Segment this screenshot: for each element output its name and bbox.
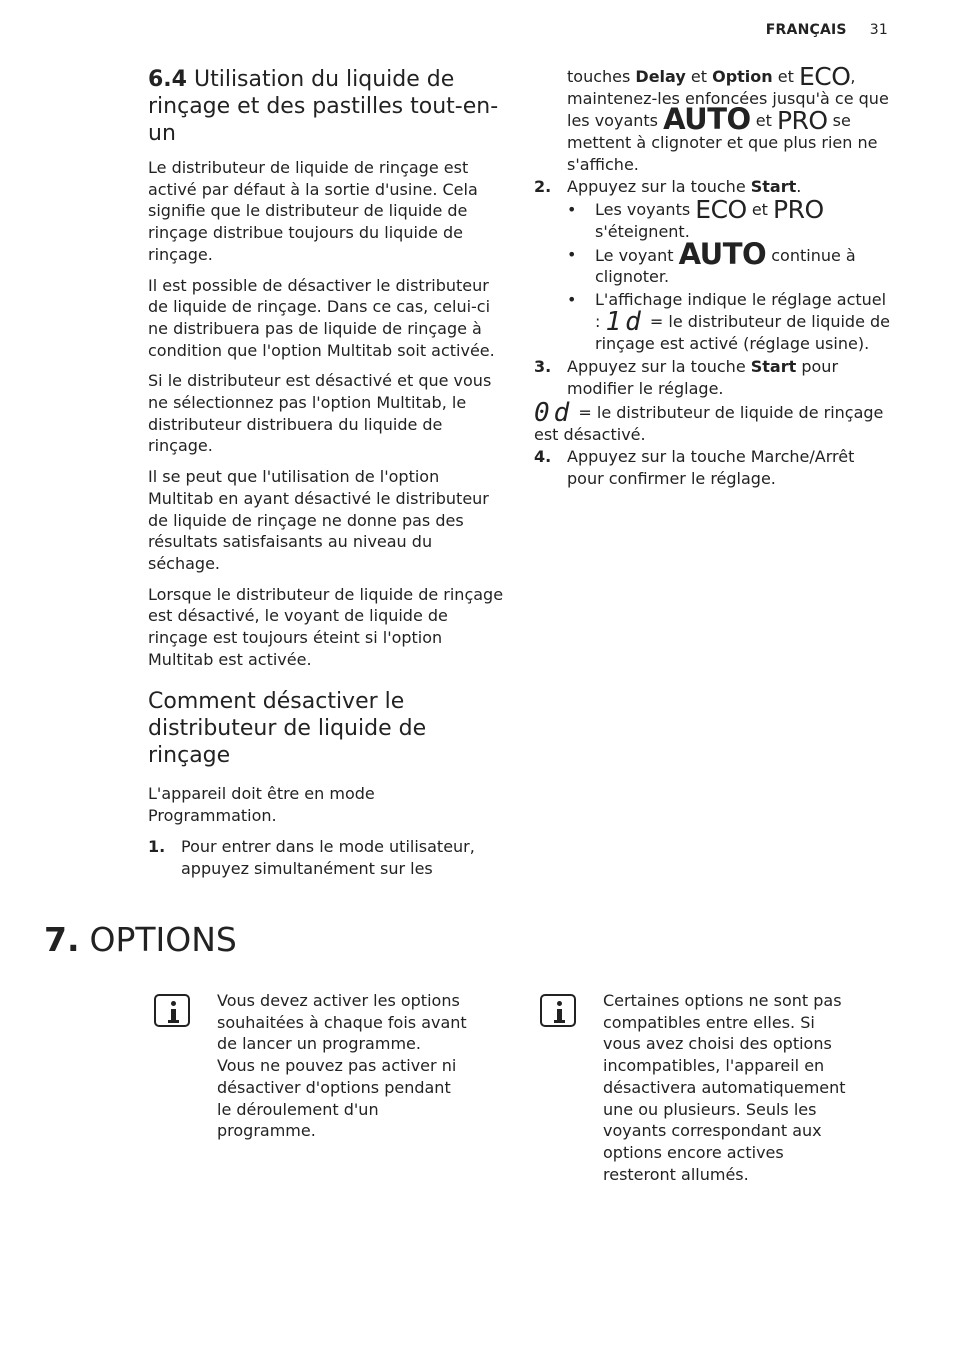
note-text <box>217 990 467 1142</box>
section-number: 6.4 <box>148 67 187 92</box>
step-text: Pour entrer dans le mode utilisateur, appuyez simultanément sur les <box>181 836 475 878</box>
chapter-number: 7. <box>44 920 80 959</box>
paragraph: Si le distributeur est désactivé et que vous ne sélectionnez pas l'option Multitab, le distributeur distribuera du liquide de rinçage. <box>148 371 492 456</box>
info-icon <box>154 994 190 1027</box>
chapter-title: OPTIONS <box>89 920 237 959</box>
header-language: FRANÇAIS <box>765 22 847 38</box>
step-text: pour modifier le réglage. <box>567 357 839 398</box>
note-paragraph: Vous ne pouvez pas activer ni désactiver d'options pendant le déroulement d'un programme. <box>217 1056 457 1141</box>
info-icon <box>540 994 576 1027</box>
step-text: Appuyez sur la touche <box>567 357 746 377</box>
subsection-intro: L'appareil doit être en mode Programmation. <box>148 784 375 826</box>
auto-symbol: AUTO <box>678 236 767 271</box>
step-4 <box>534 446 890 489</box>
bullet-text: continue à clignoter. <box>595 245 856 287</box>
conjunction: et <box>751 200 768 220</box>
bullet-text: Le voyant <box>595 245 674 265</box>
punctuation: , <box>850 67 856 86</box>
chapter-heading <box>44 918 237 962</box>
step-number: 4. <box>534 446 552 466</box>
step-text: Appuyez sur la touche <box>567 176 746 196</box>
punctuation: . <box>796 176 802 196</box>
pro-symbol: PRO <box>773 195 824 225</box>
bullet-item: • Le voyant AUTO continue à clignoter. <box>567 236 856 287</box>
start-key-label: Start <box>750 176 797 196</box>
step-text: Appuyez sur la touche Marche/Arrêt pour confirmer le réglage. <box>567 446 855 488</box>
bullet-text: Les voyants <box>595 200 691 220</box>
bullet-item: • L'affichage indique le réglage actuel : 1d = le distributeur de liquide de rinçage est activé (réglage usine). <box>567 290 891 354</box>
right-column <box>534 62 891 491</box>
note-text <box>603 990 853 1185</box>
note-paragraph: Certaines options ne sont pas compatibles entre elles. Si vous avez choisi des options incompatibles, l'appareil en désactivera automatiquement une ou plusieurs. Seuls les voyants correspondant aux options encore actives resteront allumés. <box>603 991 846 1184</box>
paragraph: Il est possible de désactiver le distributeur de liquide de rinçage. Dans ce cas, celui-ci ne distribuera pas de liquide de rinçage à condition que l'option Multitab soit activée. <box>148 275 495 360</box>
display-1d-symbol: 1d <box>605 306 645 337</box>
conjunction: et <box>777 67 794 86</box>
step-1-continued <box>534 62 890 176</box>
step-1 <box>148 836 504 879</box>
page-header <box>766 22 888 38</box>
option-key-label: Option <box>712 67 773 86</box>
bullet-text: s'éteignent. <box>595 221 690 241</box>
step-number: 3. <box>534 357 552 377</box>
step-text: touches <box>567 67 631 86</box>
start-key-label: Start <box>750 357 797 377</box>
paragraph: Lorsque le distributeur de liquide de rinçage est désactivé, le voyant de liquide de rinçage est toujours éteint si l'option Multitab est activée. <box>148 584 504 669</box>
section-heading <box>148 66 504 147</box>
left-column <box>148 66 504 881</box>
display-0d-symbol: 0d <box>534 397 574 428</box>
step-3 <box>534 356 890 399</box>
delay-key-label: Delay <box>635 67 686 86</box>
step-number: 2. <box>534 176 552 196</box>
step-number: 1. <box>148 836 166 856</box>
step-2 <box>534 176 890 198</box>
page-number: 31 <box>869 22 888 38</box>
paragraph: Il se peut que l'utilisation de l'option Multitab en ayant désactivé le distributeur de liquide de rinçage ne donne pas des résultats satisfaisants au niveau du séchage. <box>148 467 489 573</box>
section-title: Utilisation du liquide de rinçage et des pastilles tout-en-un <box>148 67 499 146</box>
conjunction: et <box>690 67 707 86</box>
note-paragraph: Vous devez activer les options souhaitées à chaque fois avant de lancer un programme. <box>217 991 467 1054</box>
bullet-item: • Les voyants ECO et PRO s'éteignent. <box>567 195 824 241</box>
paragraph: Le distributeur de liquide de rinçage est activé par défaut à la sortie d'usine. Cela signifie que le distributeur de liquide de rinçage distribue toujours du liquide de rinçage. <box>148 158 478 264</box>
auto-symbol: AUTO <box>663 102 751 137</box>
conjunction: et <box>755 111 772 131</box>
step-text: maintenez-les enfoncées jusqu'à ce que les voyants <box>567 88 889 131</box>
bullet-text: = le distributeur de liquide de rinçage est activé (réglage usine). <box>595 311 891 354</box>
subsection-heading: Comment désactiver le distributeur de liquide de rinçage <box>148 689 427 769</box>
pro-symbol: PRO <box>776 106 828 136</box>
bullet-text: L'affichage indique le réglage actuel : <box>595 290 887 331</box>
eco-symbol: ECO <box>695 195 747 225</box>
step-text: se mettent à clignoter et que plus rien ne s'affiche. <box>567 111 878 174</box>
eco-symbol: ECO <box>798 62 851 91</box>
step-text: = le distributeur de liquide de rinçage est désactivé. <box>534 402 884 445</box>
step-3-result <box>534 397 890 446</box>
